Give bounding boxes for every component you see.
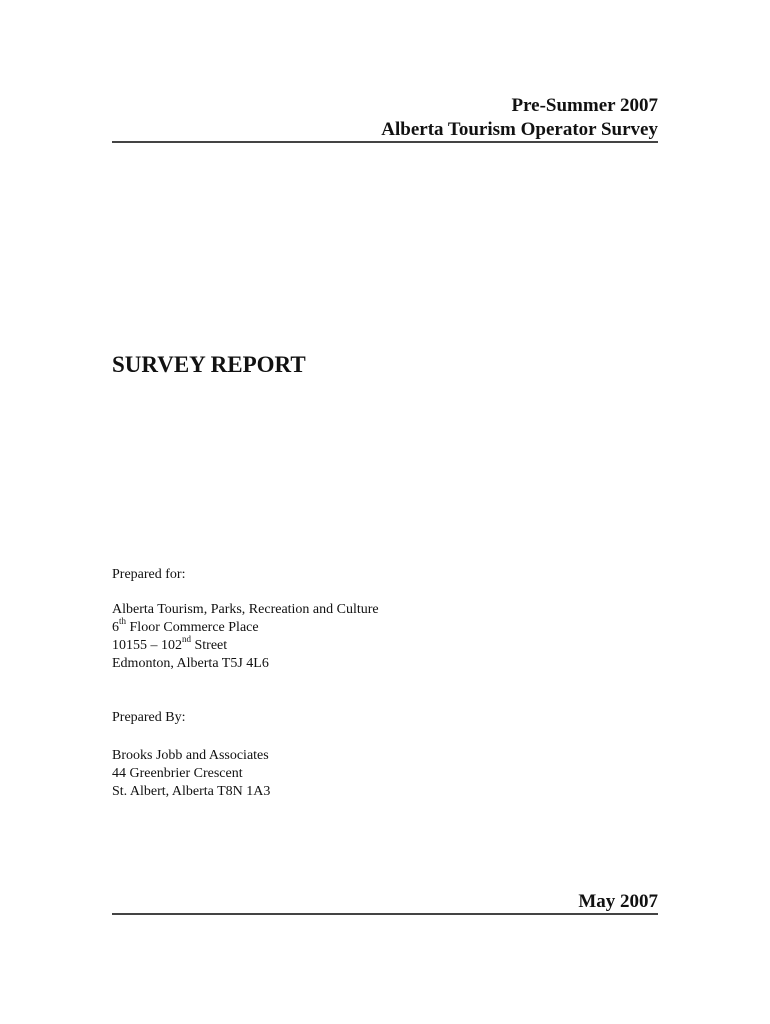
consultant-address-block xyxy=(112,747,270,801)
prepared-by-label xyxy=(112,709,185,727)
client-city: Edmonton, Alberta T5J 4L6 xyxy=(112,656,269,671)
consultant-company: Brooks Jobb and Associates xyxy=(112,748,269,763)
client-street-suffix: nd xyxy=(182,634,191,645)
client-floor xyxy=(112,616,379,637)
prepared-for-label-text: Prepared for: xyxy=(112,567,186,582)
client-street-prefix: 10155 – 102 xyxy=(112,638,182,653)
client-street xyxy=(112,634,379,655)
top-divider xyxy=(112,141,658,143)
consultant-city: St. Albert, Alberta T8N 1A3 xyxy=(112,784,271,799)
report-date: May 2007 xyxy=(578,891,658,912)
prepared-for-label xyxy=(112,566,185,584)
bottom-divider xyxy=(112,913,658,915)
client-street-rest: Street xyxy=(191,638,228,653)
header-subtitle: Pre-Summer 2007 xyxy=(511,95,658,116)
client-organization: Alberta Tourism, Parks, Recreation and Culture xyxy=(112,602,379,617)
header-block xyxy=(112,94,658,142)
client-address-block xyxy=(112,601,379,673)
client-floor-number: 6 xyxy=(112,620,119,635)
header-title: Alberta Tourism Operator Survey xyxy=(381,119,658,140)
prepared-by-label-text: Prepared By: xyxy=(112,710,186,725)
consultant-address: 44 Greenbrier Crescent xyxy=(112,766,243,781)
report-title: SURVEY REPORT xyxy=(112,352,306,377)
client-floor-suffix: th xyxy=(119,616,127,627)
client-floor-rest: Floor Commerce Place xyxy=(126,620,259,635)
